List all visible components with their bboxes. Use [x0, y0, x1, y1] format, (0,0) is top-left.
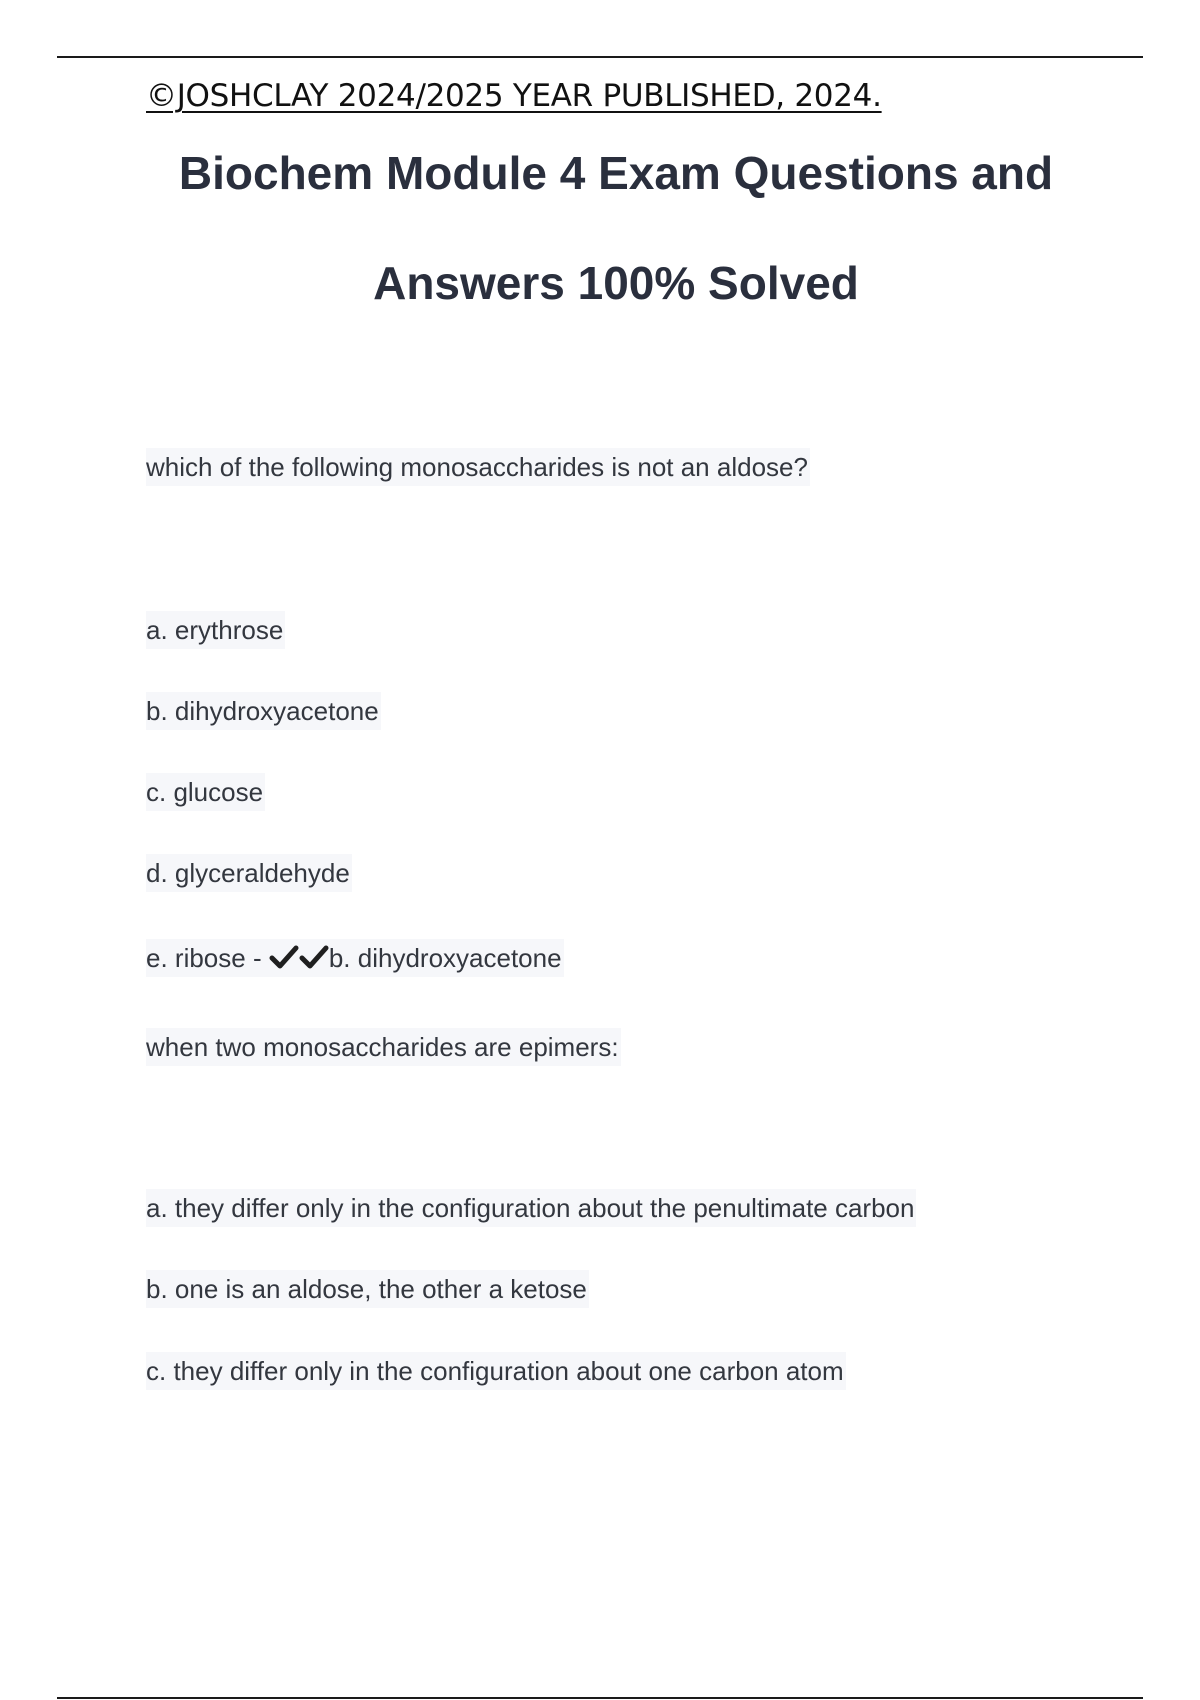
question-1-answer: b. dihydroxyacetone — [328, 943, 562, 973]
question-1-option-d: d. glyceraldehyde — [146, 854, 352, 892]
question-1-option-b: b. dihydroxyacetone — [146, 692, 381, 730]
question-2-option-c: c. they differ only in the configuration about one carbon atom — [146, 1352, 846, 1390]
question-1-option-c: c. glucose — [146, 773, 265, 811]
question-2-prompt: when two monosaccharides are epimers: — [146, 1028, 621, 1066]
question-1-option-e: e. ribose - — [146, 943, 262, 973]
document-title-line-1: Biochem Module 4 Exam Questions and — [178, 147, 1054, 199]
copyright-header: ©JOSHCLAY 2024/2025 YEAR PUBLISHED, 2024. — [146, 78, 882, 114]
check-icon — [269, 944, 299, 970]
check-icon — [299, 944, 329, 970]
question-1-option-e-with-answer — [146, 939, 564, 977]
question-2-option-a: a. they differ only in the configuration about the penultimate carbon — [146, 1189, 916, 1227]
document-title-line-2: Answers 100% Solved — [373, 257, 859, 309]
top-rule — [57, 56, 1143, 58]
question-1-option-a: a. erythrose — [146, 611, 285, 649]
question-2-option-b: b. one is an aldose, the other a ketose — [146, 1270, 589, 1308]
question-1-prompt: which of the following monosaccharides is not an aldose? — [146, 448, 810, 486]
bottom-rule — [57, 1697, 1143, 1699]
